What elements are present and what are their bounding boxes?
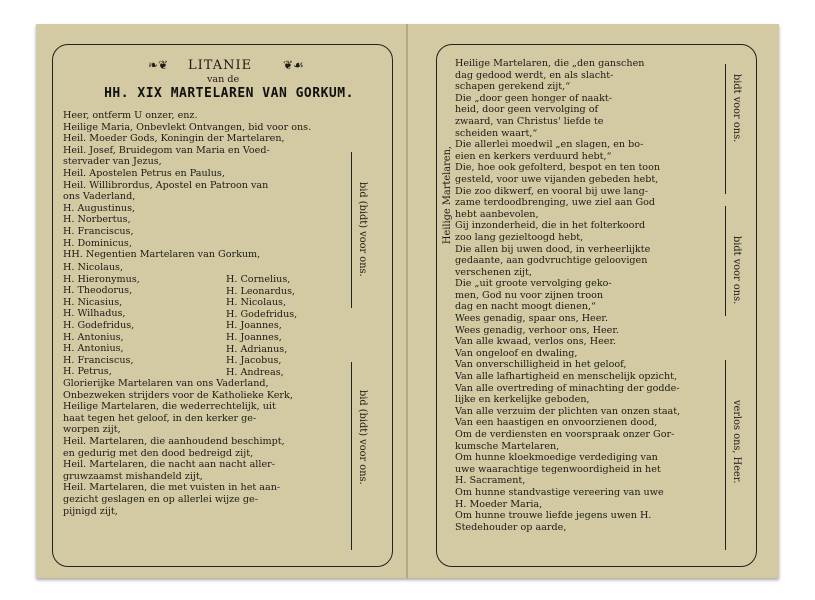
text-line: H. Franciscus, bbox=[63, 225, 134, 237]
side-label-verlos: verlos ons, Heer. bbox=[731, 400, 742, 484]
text-line: H. Norbertus, bbox=[63, 214, 131, 226]
saint-name: H. Nicolaus, bbox=[226, 297, 287, 309]
text-line: Van onverschilligheid in het geloof, bbox=[455, 359, 627, 371]
saints-column-right bbox=[226, 274, 297, 378]
saint-name: H. Wilhadus, bbox=[63, 308, 126, 320]
text-line: Stedehouder op aarde, bbox=[455, 521, 567, 533]
text-line: Heilige Martelaren, die wederrechtelijk, uit bbox=[63, 401, 276, 413]
text-line: Om de verdiensten en voorspraak onzer Gor- bbox=[455, 429, 675, 440]
card-fold bbox=[406, 24, 408, 578]
text-line: H. Moeder Maria, bbox=[455, 498, 543, 510]
text-line: H. Augustinus, bbox=[63, 202, 136, 214]
text-line: H. Dominicus, bbox=[63, 237, 132, 249]
saint-name: H. Nicasius, bbox=[63, 296, 123, 308]
text-line: Van alle kwaad, verlos ons, Heer. bbox=[455, 336, 617, 348]
text-line: Om hunne kloekmoedige verdediging van bbox=[455, 452, 658, 464]
text-line: heid, door geen vervolging of bbox=[455, 104, 599, 116]
side-label-bidt-2: bidt voor ons. bbox=[731, 236, 742, 305]
text-line: Heil. Martelaren, die aanhoudend beschimpt, bbox=[63, 435, 285, 447]
text-line: pijnigd zijt, bbox=[63, 505, 118, 517]
saint-name: H. Godefridus, bbox=[63, 319, 135, 331]
text-line: Om hunne trouwe liefde jegens uwen H. bbox=[455, 510, 652, 522]
text-line: Van alle overtreding of minachting der godde- bbox=[455, 382, 680, 394]
saint-name: H. Antonius, bbox=[63, 331, 124, 343]
saint-name: H. Antonius, bbox=[63, 343, 124, 355]
saint-name: H. Jacobus, bbox=[226, 355, 282, 367]
text-line: Die allerlei moedwil „en slagen, en bo- bbox=[455, 139, 644, 151]
text-line: Om hunne standvastige vereering van uwe bbox=[455, 486, 664, 498]
left-ornament-icon: ❧❦ bbox=[148, 58, 169, 72]
text-line: Wees genadig, spaar ons, Heer. bbox=[455, 313, 608, 325]
text-line: zame terdoodbrenging, uwe ziel aan God bbox=[455, 197, 656, 209]
text-line: Van alle lafhartigheid en menschelijk opzicht, bbox=[455, 371, 678, 383]
text-line: gezicht geslagen en op allerlei wijze ge- bbox=[63, 493, 258, 505]
text-line: Gij inzonderheid, die in het folterkoord bbox=[455, 220, 646, 232]
text-line: men, God nu voor zijnen troon bbox=[455, 289, 604, 301]
litany-subtitle: van de bbox=[207, 74, 240, 85]
text-line: dag gedood werdt, en als slacht- bbox=[455, 69, 614, 81]
text-line: Heil. Apostelen Petrus en Paulus, bbox=[63, 167, 225, 179]
right-ornament-icon: ❦☙ bbox=[283, 58, 304, 72]
text-line: Heer, ontferm U onzer, enz. bbox=[63, 110, 198, 121]
text-line: Onbezweken strijders voor de Katholieke Kerk, bbox=[63, 389, 293, 401]
saint-name: H. Franciscus, bbox=[63, 354, 134, 366]
left-bracket-line-2 bbox=[351, 362, 352, 550]
right-bracket-line-2 bbox=[725, 206, 726, 316]
right-invocations bbox=[455, 58, 680, 533]
litany-title: LITANIE bbox=[188, 58, 253, 73]
saint-name: H. Adrianus, bbox=[226, 343, 288, 355]
side-label-bid-1: bid (bidt) voor ons. bbox=[357, 182, 368, 277]
text-line: Heilige Maria, Onbevlekt Ontvangen, bid voor ons. bbox=[63, 121, 312, 133]
litany-main-heading: HH. XIX MARTELAREN VAN GORKUM. bbox=[104, 86, 354, 101]
text-line: kumsche Martelaren, bbox=[455, 440, 560, 452]
text-line: worpen zijt, bbox=[63, 424, 121, 436]
text-line: gesteld, voor uwe vijanden gebeden hebt, bbox=[455, 173, 659, 185]
saint-name: H. Nicolaus, bbox=[63, 262, 124, 273]
side-label-heilige-martelaren: Heilige Martelaren, bbox=[442, 146, 453, 245]
saints-column-left bbox=[63, 262, 140, 378]
text-line: lijke en kerkelijke geboden, bbox=[455, 394, 590, 406]
text-line: Van ongeloof en dwaling, bbox=[455, 347, 578, 359]
text-line: Glorierijke Martelaren van ons Vaderland, bbox=[63, 378, 269, 389]
text-line: verschenen zijt, bbox=[455, 266, 532, 278]
text-line: Heil. Martelaren, die nacht aan nacht aller- bbox=[63, 459, 275, 471]
text-line: Heil. Moeder Gods, Koningin der Martelaren, bbox=[63, 133, 285, 145]
left-bracket-line-1 bbox=[351, 152, 352, 308]
side-label-bid-2: bid (bidt) voor ons. bbox=[357, 390, 368, 485]
text-line: gedaante, aan godvruchtige geloovigen bbox=[455, 255, 648, 267]
text-line: ons Vaderland, bbox=[63, 191, 136, 203]
text-line: Die, hoe ook gefolterd, bespot en ten toon bbox=[455, 162, 661, 174]
text-line: gruwzaamst mishandeld zijt, bbox=[63, 470, 203, 482]
text-line: Heil. Martelaren, die met vuisten in het aan- bbox=[63, 482, 281, 494]
text-line: haat tegen het geloof, in den kerker ge- bbox=[63, 412, 257, 424]
text-line: Heil. Willibrordus, Apostel en Patroon van bbox=[63, 179, 269, 191]
text-line: Die allen bij uwen dood, in verheerlijkte bbox=[455, 243, 651, 255]
text-line: Heilige Martelaren, die „den ganschen bbox=[455, 58, 645, 69]
saint-name: H. Petrus, bbox=[63, 366, 112, 378]
text-line: Die zoo dikwerf, en vooral bij uwe lang- bbox=[455, 185, 648, 197]
text-line: scheiden waart,“ bbox=[455, 127, 538, 139]
text-line: zwaard, van Christus' liefde te bbox=[455, 115, 604, 127]
text-line: dag en nacht moogt dienen,“ bbox=[455, 301, 596, 313]
text-line: Die „door geen honger of naakt- bbox=[455, 92, 613, 104]
right-bracket-line-3 bbox=[725, 360, 726, 550]
right-bracket-line-1 bbox=[725, 64, 726, 194]
text-line: schapen gerekend zijt,“ bbox=[455, 81, 571, 93]
saint-name: H. Cornelius, bbox=[226, 274, 291, 285]
left-invocations-bottom bbox=[63, 378, 293, 517]
text-line: uwe waarachtige tegenwoordigheid in het bbox=[455, 463, 661, 475]
text-line: en gedurig met den dood bedreigd zijt, bbox=[63, 447, 254, 459]
text-line: Van een haastigen en onvoorzienen dood, bbox=[455, 417, 658, 429]
side-label-bidt-1: bidt voor ons. bbox=[731, 74, 742, 143]
saint-name: H. Hieronymus, bbox=[63, 273, 140, 285]
text-line: Van alle verzuim der plichten van onzen staat, bbox=[455, 405, 681, 417]
text-line: Die „uit groote vervolging gekо- bbox=[455, 278, 612, 290]
left-invocations-top bbox=[63, 110, 311, 261]
saint-name: H. Leonardus, bbox=[226, 285, 296, 297]
text-line: Wees genadig, verhoor ons, Heer. bbox=[455, 324, 619, 336]
text-line: eien en kerkers verduurd hebt,“ bbox=[455, 150, 612, 162]
text-line: hebt aanbevolen, bbox=[455, 208, 539, 220]
saint-name: H. Andreas, bbox=[226, 366, 284, 378]
text-line: Heil. Josef, Bruidegom van Maria en Voed- bbox=[63, 144, 270, 156]
text-line: zoo lang gezieltoogd hebt, bbox=[455, 231, 584, 243]
text-line: H. Sacrament, bbox=[455, 475, 526, 487]
saint-name: H. Theodorus, bbox=[63, 285, 133, 297]
saint-name: H. Joannes, bbox=[226, 331, 282, 343]
saint-name: H. Godefridus, bbox=[226, 308, 298, 320]
text-line: stervader van Jezus, bbox=[63, 156, 162, 168]
text-line: HH. Negentien Martelaren van Gorkum, bbox=[63, 249, 261, 261]
saint-name: H. Joannes, bbox=[226, 320, 282, 332]
